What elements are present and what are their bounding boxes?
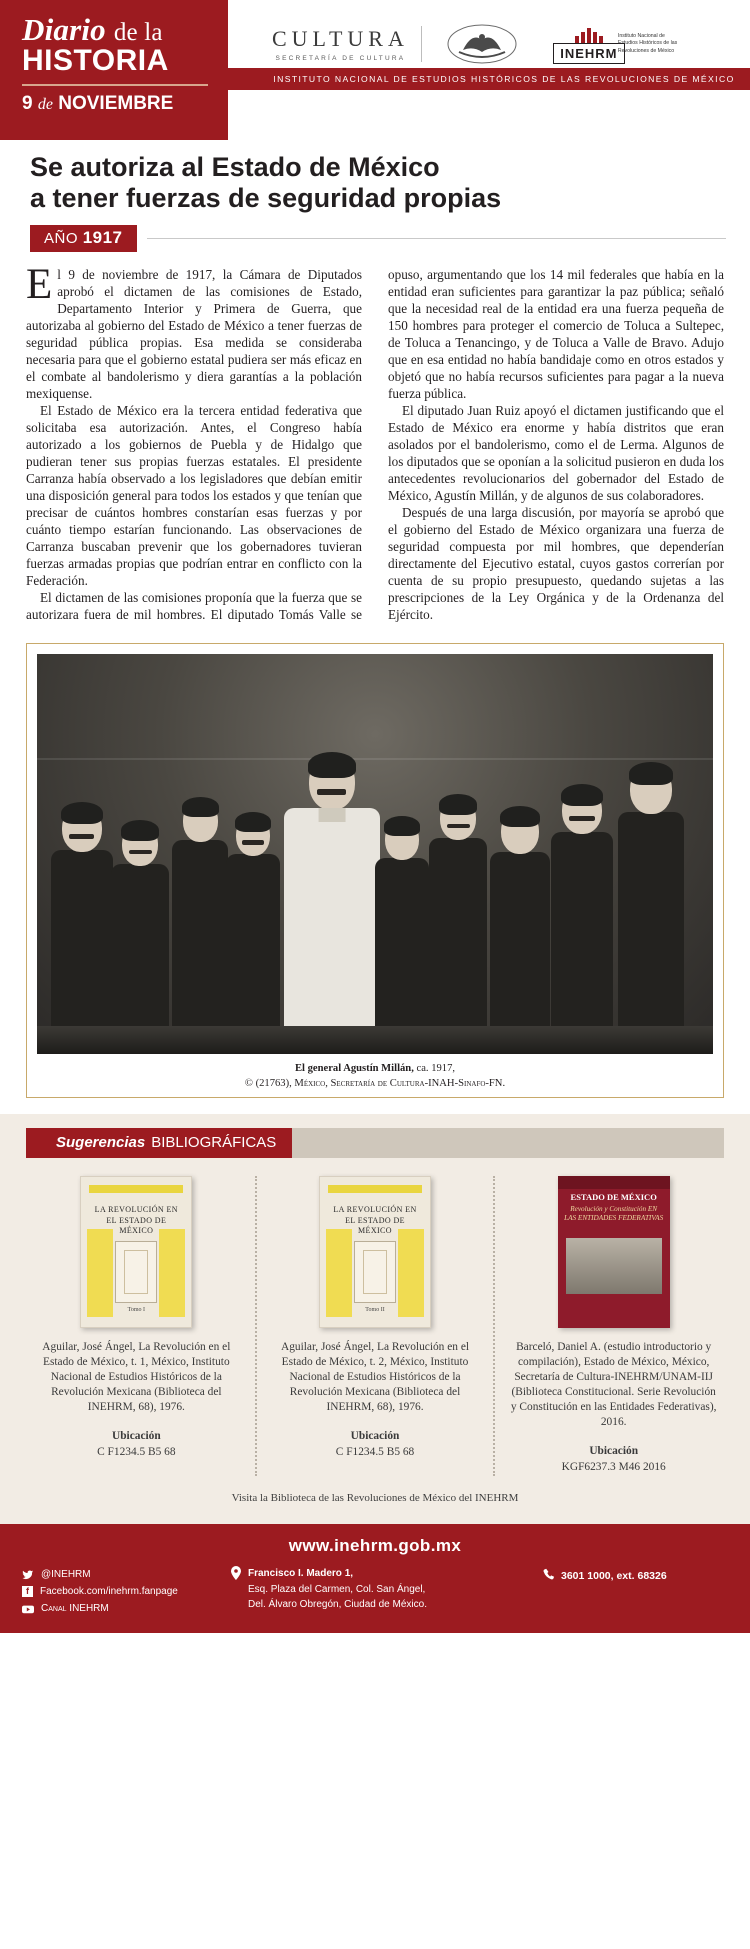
page-title <box>30 134 726 215</box>
book-location-value: C F1234.5 B5 68 <box>335 1446 415 1459</box>
book-location <box>509 1444 718 1476</box>
book-cover-title: ESTADO DE MÉXICO <box>570 1191 657 1202</box>
twitter-icon <box>22 1569 34 1581</box>
page-title-line1: Se autoriza al Estado de México <box>30 152 440 182</box>
facebook-icon: f <box>22 1586 33 1597</box>
brand-date <box>22 93 228 115</box>
book-citation: Aguilar, José Ángel, La Revolución en el Estado de México, t. 2, México, Instituto Nacional de Estudios Históricos de la Revolución Mexicana (Biblioteca del INEHRM, 68), 1976. <box>280 1340 470 1414</box>
article-paragraph-3: El dictamen de las comisiones proponía que la fuerza que se autorizara fuera de mil hombres. El diputado Tomás Valle se opuso, argumentando que los 14 mil federales que había en la entidad eran suficientes para garantizar la paz pública; señaló que la necesidad real de la entidad era una fuerza pequeña de 150 hombres para proteger el comercio de Toluca a Sultepec, de Toluca a Tenancingo, y de Toluca a Valle de Bravo. Adujo que en esa entidad no había bandidaje como en otros estados y objetó que no había recursos suficientes para pagar a la nueva fuerza pública. <box>26 266 724 623</box>
photo-frame <box>26 643 724 1098</box>
brand-divider <box>22 84 208 86</box>
inehrm-logo <box>560 24 678 64</box>
article-paragraph-1-text: l 9 de noviembre de 1917, la Cámara de Diputados aprobó el dictamen de las comisiones de Estado, Departamento Interior y Primera de Guerra, que autorizaba al gobierno del Estado de México a tener fuerzas de seguridad pública propias. Esa medida se consideraba necesaria para que el gobierno estatal pudiera ser más eficaz en el combate al bandolerismo y diera garantías a la población mexiquense. <box>26 266 362 401</box>
mexican-eagle-icon <box>436 21 528 67</box>
book-location-value: C F1234.5 B5 68 <box>97 1446 176 1459</box>
photo-caption-subject: El general Agustín Millán, <box>294 1063 414 1075</box>
book-cover-tomo: Tomo II <box>365 1306 385 1313</box>
book-citation: Aguilar, José Ángel, La Revolución en el Estado de México, t. 1, México, Instituto Nacional de Estudios Históricos de la Revolución Mexicana (Biblioteca del INEHRM, 68), 1976. <box>42 1340 231 1414</box>
date-de: de <box>37 95 53 113</box>
bibliography-heading-italic: Sugerencias <box>56 1134 146 1152</box>
photo-caption <box>37 1054 713 1091</box>
article-paragraph-5: Después de una larga discusión, por mayoría se aprobó que el gobierno del Estado de México organizara una fuerza de seguridad compuesta por mil hombres, que dependerían directamente del Ejecutivo estatal, cuyos gastos correrían por cuenta de su propio presupuesto, quedando sujetas a las prescripciones de la Ley Orgánica y de la Ordenanza del Ejército. <box>388 505 724 623</box>
article-paragraph-2: El Estado de México era la tercera entidad federativa que solicitaba esa autorización. Antes, el Congreso había autorizado a los gobiernos de Puebla y de Hidalgo que pudieran tener sus propias fuerzas estatales. El presidente Carranza había observado a los legisladores que debían emitir una disposición general para todos los estados y que tenían que precisar de cuántos hombres constarían esas fuerzas y por cuánto tiempo estarían funcionando. Las observaciones de Carranza buscaban prevenir que los gobernadores tuvieran fuerzas armadas propias que podrían entrar en conflicto con la Federación. <box>26 402 362 589</box>
institution-strip: INSTITUTO NACIONAL DE ESTUDIOS HISTÓRICOS DE LAS REVOLUCIONES DE MÉXICO <box>228 68 750 90</box>
cultura-subtitle: SECRETARÍA DE CULTURA <box>275 55 406 62</box>
social-links <box>22 1566 222 1617</box>
bibliography-section <box>0 1114 750 1524</box>
historical-photograph <box>37 654 713 1054</box>
article-columns <box>26 260 724 624</box>
address-line-1: Francisco I. Madero 1, <box>248 1568 354 1580</box>
article-paragraph-1 <box>26 260 362 402</box>
masthead-logos <box>240 12 740 76</box>
inehrm-word3: Revoluciones de México <box>617 47 675 54</box>
drop-cap: E <box>26 260 53 308</box>
phone-icon <box>543 1568 555 1580</box>
bibliography-header-tag <box>26 1128 292 1158</box>
inehrm-fullname <box>618 33 677 56</box>
date-day: 9 <box>22 92 33 114</box>
masthead-brand-block <box>0 0 228 140</box>
article-body <box>0 252 750 634</box>
year-rule <box>147 238 726 239</box>
address-line-3: Del. Álvaro Obregón, Ciudad de México. <box>248 1599 427 1611</box>
bibliography-list <box>0 1158 750 1482</box>
year-value: 1917 <box>82 227 123 247</box>
brand-title-line2: HISTORIA <box>22 43 169 77</box>
phone-block <box>543 1566 728 1586</box>
photo-caption-date: ca. 1917, <box>413 1063 456 1075</box>
footer <box>0 1524 750 1633</box>
date-month: NOVIEMBRE <box>58 92 174 114</box>
book-location <box>271 1429 480 1461</box>
inehrm-mark-icon <box>560 24 618 64</box>
book-location-label: Ubicación <box>350 1430 400 1443</box>
phone-number: 3601 1000, ext. 68326 <box>561 1570 667 1583</box>
book-location-label: Ubicación <box>111 1430 161 1443</box>
book-location-value: KGF6237.3 M46 2016 <box>561 1461 666 1474</box>
brand-diario: Diario <box>22 12 106 47</box>
twitter-handle: @INEHRM <box>41 1569 91 1581</box>
year-label: AÑO <box>44 229 79 247</box>
library-note: Visita la Biblioteca de las Revoluciones de México del INEHRM <box>231 1492 519 1505</box>
book-cover <box>319 1176 431 1328</box>
book-cover-subtitle: Revolución y Constitución EN LAS ENTIDADES FEDERATIVAS <box>564 1204 664 1222</box>
article-paragraph-4: El diputado Juan Ruiz apoyó el dictamen justificando que el Estado de México era enorme y había distritos que eran asolados por el bandolerismo, como el de Lerma. Algunos de los diputados que se oponían a la solicitud pusieron en duda los antecedentes revolucionarios del gobernador del Estado de México, Agustín Millán, y de algunos de sus colaboradores. <box>388 402 724 504</box>
inehrm-word2: Estudios Históricos de las <box>617 40 678 47</box>
book-cover <box>80 1176 192 1328</box>
cultura-title: CULTURA <box>272 26 409 51</box>
photo-caption-line1 <box>37 1062 713 1076</box>
book-cover-title: LA REVOLUCIÓN EN EL ESTADO DE MÉXICO <box>333 1204 417 1236</box>
youtube-icon <box>22 1603 34 1615</box>
photo-caption-line2: © (21763), México, Secretaría de Cultura-INAH-Sinafo-FN. <box>244 1077 506 1089</box>
year-badge <box>30 225 137 252</box>
inehrm-word1: Instituto Nacional de <box>617 32 665 39</box>
bibliography-heading-rest: BIBLIOGRÁFICAS <box>151 1134 277 1152</box>
facebook-link[interactable] <box>22 1583 222 1600</box>
masthead <box>0 0 750 120</box>
inehrm-abbrev: INEHRM <box>553 43 624 64</box>
youtube-channel: Canal INEHRM <box>41 1603 109 1615</box>
list-item <box>255 1176 494 1476</box>
photo-section <box>0 633 750 1114</box>
bibliography-header <box>26 1128 724 1158</box>
year-row <box>30 225 726 252</box>
website-link[interactable]: www.inehrm.gob.mx <box>288 1536 462 1556</box>
brand-title-line1 <box>22 14 228 46</box>
book-cover <box>558 1176 670 1328</box>
location-pin-icon <box>230 1566 242 1578</box>
address-block <box>230 1566 535 1613</box>
address-line-2: Esq. Plaza del Carmen, Col. San Ángel, <box>248 1583 426 1595</box>
brand-dela: de la <box>113 19 163 46</box>
twitter-link[interactable] <box>22 1566 222 1583</box>
book-location <box>32 1429 241 1461</box>
book-citation: Barceló, Daniel A. (estudio introductorio y compilación), Estado de México, México, Secretaría de Cultura-INEHRM/UNAM-IIJ (Biblioteca Constitucional. Serie Revolución y Constitución en las Entidades Federativas), 2016. <box>510 1340 717 1429</box>
list-item <box>493 1176 732 1476</box>
book-location-label: Ubicación <box>589 1445 639 1458</box>
list-item <box>18 1176 255 1476</box>
page-title-line2: a tener fuerzas de seguridad propias <box>30 183 502 214</box>
facebook-handle: Facebook.com/inehrm.fanpage <box>40 1586 178 1598</box>
book-cover-title: LA REVOLUCIÓN EN EL ESTADO DE MÉXICO <box>94 1204 178 1236</box>
youtube-link[interactable] <box>22 1600 222 1617</box>
book-cover-tomo: Tomo I <box>127 1306 146 1313</box>
cultura-logo <box>272 26 422 62</box>
